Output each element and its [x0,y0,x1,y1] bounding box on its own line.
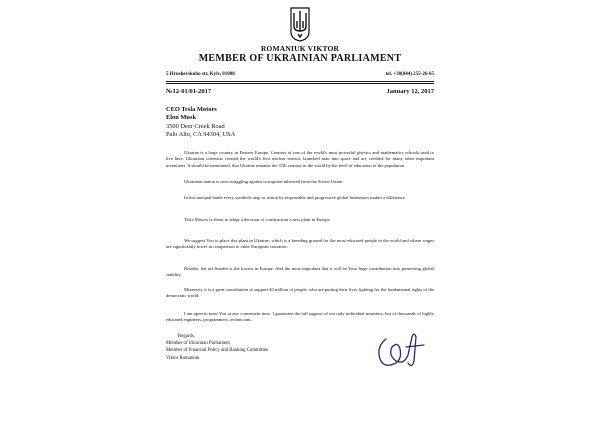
recipient-street: 3500 Deer Creek Road [166,122,225,130]
closing-position: Member of Ukrainian Parliament [166,341,230,347]
body-paragraph: Ukrainian nation is now struggling against corruption inherited from the Soviet Union. [184,179,344,184]
recipient-block [166,106,235,140]
ukraine-trident-icon [288,4,312,42]
recipient-city: Palo Alto, CA 94304, USA [166,131,236,139]
handwritten-signature [372,325,432,375]
body-paragraph: In this unequal battle every symbolic step or action by responsible and progressive global businesses makes a difference. [184,195,406,200]
body-paragraph: Besides, the tax burden is the lowest in Europe. And the most important that it will be Your huge contribution into preserving global stability. [166,266,434,278]
header-divider-bottom [166,83,434,84]
body-paragraph: Ukraine is a large country in Eastern Europe. Creators of one of the world's most powerful physics and mathematics schools used to live here. Ukrainian scientists created the world's first nuclear reactor, launched man into space and are credited for many other important inventions. It should be mentioned, that Ukraine remains the 37th country in the world by the level of education of the population. [166,150,434,168]
sender-title: MEMBER OF UKRAINIAN PARLIAMENT [198,53,402,64]
body-paragraph: I am open to meet You at any convenient time. I guarantee the full support of not only individual ministers, but of thousands of highly educated engineers, programmers, technicians. [166,311,434,323]
closing-name: Viktor Romaniuk [166,355,200,361]
body-paragraph: Moreover, it is a great contribution to support 40 million of people, who are putting their lives fighting for the fundamental rights of the democratic world. [166,287,434,299]
body-paragraph: We suggest You to place this plant in Ukraine, which is a breeding ground for the most educated people in the world and where wages are significantly lower in comparison to other European countries. [166,238,434,250]
recipient-title: CEO Tesla Motors [166,106,217,113]
letter-date: January 12, 2017 [386,88,434,95]
sender-telephone: tel. +38(044) 255-26-65 [385,72,434,77]
recipient-name: Elon Musk [166,114,197,122]
sender-address: 5 Hrushevskoho str, Kyiv, 01008 [166,72,235,77]
sender-name: ROMANIUK VIKTOR [260,44,340,53]
body-paragraph: Tesla Motors is about to adopt a decision of construction a new plant in Europe. [184,217,331,222]
closing-committee: Member of Financial Policy and Banking Committee [166,348,269,354]
reference-number: №12-01/01-2017 [166,88,212,95]
header-divider-top [166,81,434,82]
closing-block [166,333,268,362]
closing-regards: Regards, [178,334,195,339]
